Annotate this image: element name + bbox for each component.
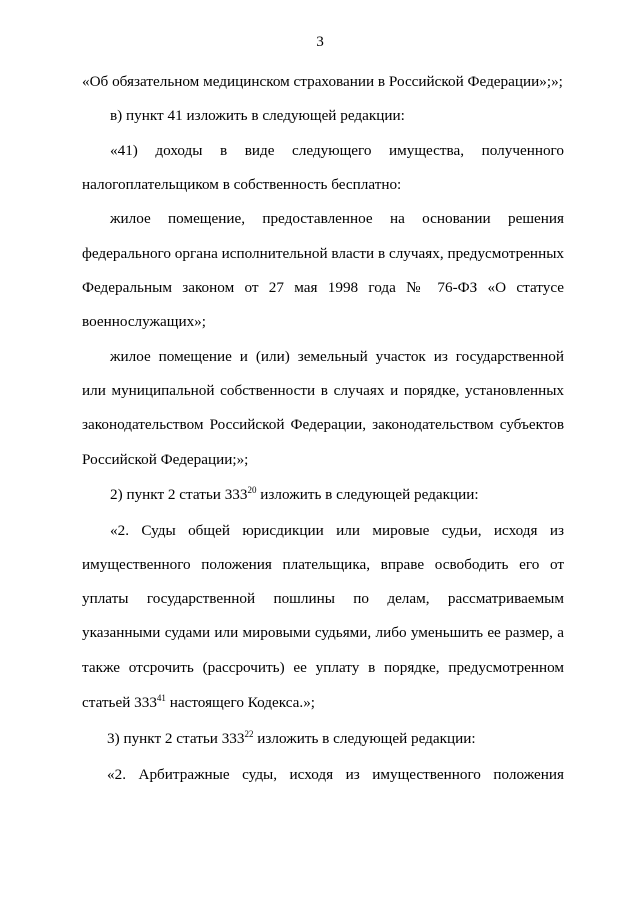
- text-line: налогоплательщиком в собственность бесплатно:: [82, 176, 402, 193]
- text-line: «41) доходы в виде следующего имущества, полученного: [110, 142, 564, 159]
- text-line: «2. Арбитражные суды, исходя из имущественного положения: [107, 766, 564, 783]
- text-line: также отсрочить (рассрочить) ее уплату в порядке, предусмотренном: [82, 659, 564, 676]
- item-2-heading: 2) пункт 2 статьи $333^{20}$ изложить в следующей редакции:: [110, 485, 479, 503]
- text-line: «Об обязательном медицинском страховании в Российской Федерации»;»;: [82, 73, 563, 90]
- text-line: законодательством Российской Федерации, законодательством субъектов: [82, 416, 564, 433]
- text-line: указанными судами или мировыми судьями, либо уменьшить ее размер, а: [82, 624, 564, 641]
- text-line: жилое помещение, предоставленное на основании решения: [110, 210, 564, 227]
- text-line: имущественного положения плательщика, вправе освободить его от: [82, 556, 564, 573]
- text-line: в) пункт 41 изложить в следующей редакции:: [110, 107, 405, 124]
- text-line: жилое помещение и (или) земельный участок из государственной: [110, 348, 564, 365]
- text-line: уплаты государственной пошлины по делам, рассматриваемым: [82, 590, 564, 607]
- item-3-heading: 3) пункт 2 статьи $333^{22}$ изложить в следующей редакции:: [107, 729, 476, 747]
- text-line: Российской Федерации;»;: [82, 451, 249, 468]
- text-line: военнослужащих»;: [82, 313, 206, 330]
- statya-line: статьей $333^{41}$ настоящего Кодекса.»;: [82, 693, 316, 711]
- page-number: 3: [316, 33, 324, 50]
- text-line: Федеральным законом от 27 мая 1998 года № 76-ФЗ «О статусе: [82, 279, 564, 296]
- text-line: федерального органа исполнительной власти в случаях, предусмотренных: [82, 245, 564, 262]
- text-line: или муниципальной собственности в случаях и порядке, установленных: [82, 382, 564, 399]
- text-line: «2. Суды общей юрисдикции или мировые судьи, исходя из: [110, 522, 564, 539]
